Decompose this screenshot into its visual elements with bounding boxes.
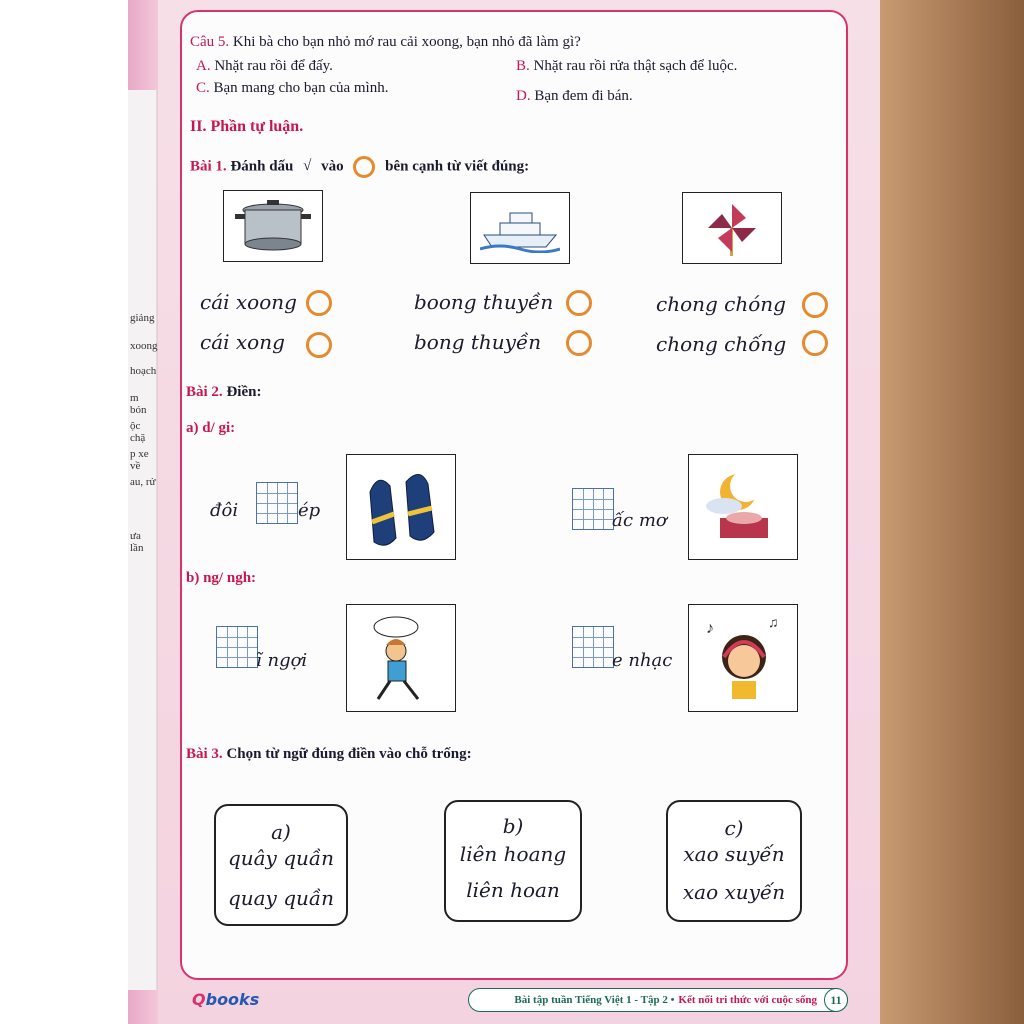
left-fragment: ộc chặ [130, 420, 146, 444]
bai-3-text: Chọn từ ngữ đúng điền vào chỗ trống: [226, 746, 472, 762]
logo-text: books [205, 990, 260, 1009]
answer-circle[interactable] [802, 292, 828, 318]
left-fragment: xoong [130, 340, 158, 352]
bai-1-label: Bài 1. [190, 158, 227, 175]
answer-circle[interactable] [306, 290, 332, 316]
choice-word: xao suyến [683, 842, 785, 866]
part-b-label: b) ng/ ngh: [186, 570, 257, 586]
left-fragment: au, rử [130, 476, 156, 488]
part-a-label: a) d/ gi: [186, 420, 236, 436]
svg-text:♫: ♫ [768, 616, 779, 631]
option-b [516, 58, 737, 75]
pot-icon [233, 196, 313, 256]
option-letter: C. [196, 80, 210, 96]
ship-icon [480, 203, 560, 253]
page-number: 11 [824, 988, 848, 1012]
option-text: Bạn mang cho bạn của mình. [213, 80, 389, 96]
books-logo [192, 990, 259, 1009]
thinking-boy-icon [356, 611, 446, 705]
dream-moon-icon [698, 462, 788, 552]
choice-box-a[interactable] [214, 804, 348, 926]
logo-q: Q [192, 990, 206, 1009]
bai-1-text-mid: vào [321, 158, 344, 175]
option-text: Bạn đem đi bán. [534, 88, 633, 104]
left-fragment: m bón [130, 392, 147, 416]
word-option: cái xong [200, 330, 285, 354]
choice-letter: a) [271, 820, 291, 844]
option-text: Nhặt rau rồi rửa thật sạch để luộc. [533, 58, 738, 74]
circle-icon [353, 156, 375, 178]
footer-title: Bài tập tuần Tiếng Việt 1 - Tập 2 • [514, 994, 675, 1006]
pinwheel-image [682, 192, 782, 264]
left-fragment: p xe về [130, 448, 149, 472]
choice-word: quay quần [227, 886, 335, 910]
option-d [516, 88, 633, 105]
choice-word: quây quần [227, 846, 335, 870]
choice-word: xao xuyến [682, 880, 786, 904]
word-option: bong thuyền [414, 330, 542, 354]
sandals-image [346, 454, 456, 560]
fill-after: ép [298, 500, 321, 521]
fill-after: ấc mơ [612, 510, 667, 531]
music-girl-icon [698, 611, 788, 705]
fill-after: e nhạc [612, 650, 673, 671]
fill-grid[interactable] [572, 626, 614, 668]
thinking-boy-image [346, 604, 456, 712]
bai-2-label: Bài 2. [186, 384, 223, 400]
sandals-icon [356, 462, 446, 552]
word-option: chong chóng [656, 292, 786, 316]
fill-grid[interactable] [216, 626, 258, 668]
ship-image [470, 192, 570, 264]
option-letter: B. [516, 58, 530, 74]
option-c [196, 80, 388, 97]
svg-text:♪: ♪ [706, 620, 714, 637]
left-fragment: giảng [130, 312, 155, 324]
left-fragment: ưa lần [130, 530, 144, 554]
footer-highlight: Kết nối tri thức với cuộc sống [678, 994, 817, 1006]
fill-after: ĩ ngợi [256, 650, 308, 671]
bai-3-heading [186, 746, 472, 763]
pot-image [223, 190, 323, 262]
answer-circle[interactable] [306, 332, 332, 358]
option-letter: D. [516, 88, 531, 104]
answer-circle[interactable] [802, 330, 828, 356]
bai-1-heading [190, 156, 529, 178]
word-option: boong thuyền [414, 290, 554, 314]
bai-1-text-after: bên cạnh từ viết đúng: [385, 158, 530, 175]
left-fragment: hoạch [130, 365, 157, 377]
choice-word: liên hoang [459, 842, 567, 866]
answer-circle[interactable] [566, 290, 592, 316]
option-text: Nhặt rau rồi để đấy. [214, 58, 333, 74]
dream-image [688, 454, 798, 560]
choice-word: liên hoan [466, 878, 560, 902]
check-mark-icon: √ [303, 158, 312, 175]
fill-grid[interactable] [572, 488, 614, 530]
footer-banner [468, 988, 848, 1012]
question-5-text: Khi bà cho bạn nhỏ mớ rau cải xoong, bạn nhỏ đã làm gì? [232, 34, 581, 50]
choice-box-b[interactable] [444, 800, 582, 922]
word-option: chong chống [656, 332, 787, 356]
fill-grid[interactable] [256, 482, 298, 524]
bai-2-heading [186, 384, 261, 401]
fill-before: đôi [210, 500, 239, 521]
pinwheel-icon [702, 198, 762, 258]
bai-3-label: Bài 3. [186, 746, 223, 762]
section-2-title: II. Phần tự luận. [190, 118, 304, 135]
option-a [196, 58, 333, 75]
word-option: cái xoong [200, 290, 297, 314]
choice-letter: c) [724, 816, 744, 840]
option-letter: A. [196, 58, 211, 74]
question-5-label: Câu 5. [190, 34, 230, 50]
music-girl-image [688, 604, 798, 712]
choice-box-c[interactable] [666, 800, 802, 922]
bai-1-text-before: Đánh dấu [230, 158, 294, 175]
left-page-strip [128, 90, 157, 990]
answer-circle[interactable] [566, 330, 592, 356]
question-5 [190, 34, 581, 51]
bai-2-text: Điền: [226, 384, 262, 400]
choice-letter: b) [502, 814, 524, 838]
